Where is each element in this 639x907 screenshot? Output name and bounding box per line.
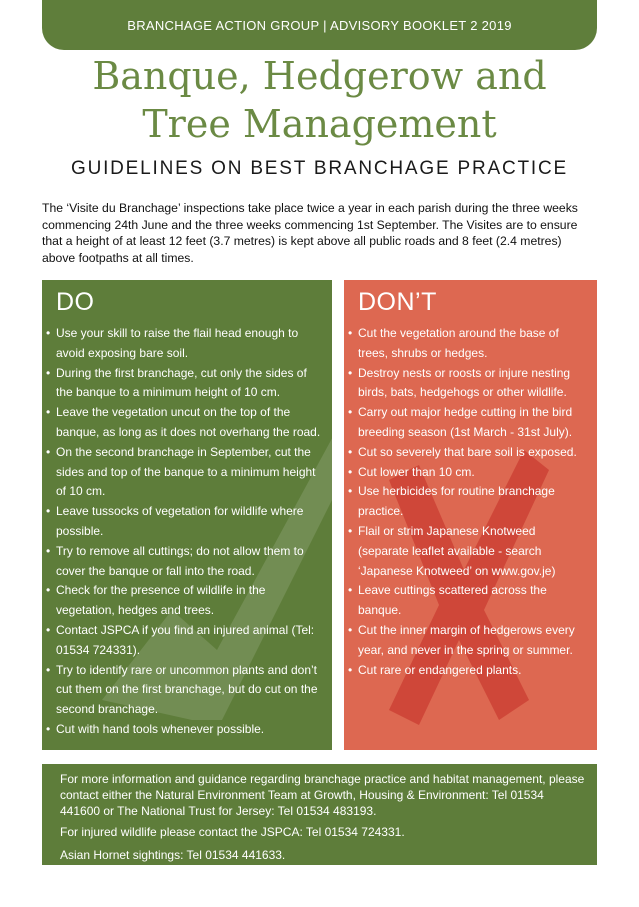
do-item: • Check for the presence of wildlife in the vegetation, hedges and trees. xyxy=(42,581,324,621)
do-panel xyxy=(42,280,332,750)
dont-item: • Cut the vegetation around the base of trees, shrubs or hedges. xyxy=(344,324,584,364)
do-item: • Use your skill to raise the flail head enough to avoid exposing bare soil. xyxy=(42,324,324,364)
footer-contact-info: For more information and guidance regarding branchage practice and habitat management, please contact either the Natural Environment Team at Growth, Housing & Environment: Tel 01534 441600 or The National Trust for Jersey: Tel 01534 483193. xyxy=(60,772,585,818)
contact-footer xyxy=(42,764,597,865)
dont-list xyxy=(344,324,592,680)
do-item: • Try to remove all cuttings; do not allow them to cover the banque or fall into the road. xyxy=(42,542,324,582)
do-heading: DO xyxy=(56,288,95,316)
page-title xyxy=(0,52,639,148)
dont-item: • Use herbicides for routine branchage practice. xyxy=(344,482,584,522)
dont-item: • Leave cuttings scattered across the banque. xyxy=(344,581,584,621)
dont-heading: DON’T xyxy=(358,288,437,316)
do-item: • During the first branchage, cut only the sides of the banque to a minimum height of 10 cm. xyxy=(42,364,324,404)
dont-item: • Flail or strim Japanese Knotweed (separate leaflet available - search ‘Japanese Knotweed’ on www.gov.je) xyxy=(344,522,584,581)
do-item: • Contact JSPCA if you find an injured animal (Tel: 01534 724331). xyxy=(42,621,324,661)
intro-paragraph: The ‘Visite du Branchage’ inspections take place twice a year in each parish during the three weeks commencing 24th June and the three weeks commencing 1st September. The Visites are to ensure that a height of at least 12 feet (3.7 metres) is kept above all public roads and 8 feet (2.4 metres) above footpaths at all times. xyxy=(42,201,578,265)
dont-item: • Cut rare or endangered plants. xyxy=(344,661,584,681)
do-list xyxy=(42,324,332,740)
footer-wildlife-info: For injured wildlife please contact the JSPCA: Tel 01534 724331. xyxy=(60,825,405,839)
title-line-2: Tree Management xyxy=(142,102,497,146)
page-subtitle: GUIDELINES ON BEST BRANCHAGE PRACTICE xyxy=(70,158,568,179)
do-item: • Try to identify rare or uncommon plants and don’t cut them on the first branchage, but do cut on the second branchage. xyxy=(42,661,324,720)
do-item: • On the second branchage in September, cut the sides and top of the banque to a minimum height of 10 cm. xyxy=(42,443,324,502)
dont-item: • Carry out major hedge cutting in the bird breeding season (1st March - 31st July). xyxy=(344,403,584,443)
header-bar xyxy=(42,0,597,50)
header-text: BRANCHAGE ACTION GROUP | ADVISORY BOOKLET 2 2019 xyxy=(127,18,512,33)
dont-item: • Cut the inner margin of hedgerows every year, and never in the spring or summer. xyxy=(344,621,584,661)
dont-item: • Cut so severely that bare soil is exposed. xyxy=(344,443,584,463)
dont-item: • Cut lower than 10 cm. xyxy=(344,463,584,483)
title-line-1: Banque, Hedgerow and xyxy=(92,54,547,98)
dont-panel xyxy=(344,280,597,750)
do-item: • Leave the vegetation uncut on the top of the banque, as long as it does not overhang the road. xyxy=(42,403,324,443)
do-item: • Cut with hand tools whenever possible. xyxy=(42,720,324,740)
do-item: • Leave tussocks of vegetation for wildlife where possible. xyxy=(42,502,324,542)
footer-hornet-info: Asian Hornet sightings: Tel 01534 441633. xyxy=(60,848,286,862)
dont-item: • Destroy nests or roosts or injure nesting birds, bats, hedgehogs or other wildlife. xyxy=(344,364,584,404)
